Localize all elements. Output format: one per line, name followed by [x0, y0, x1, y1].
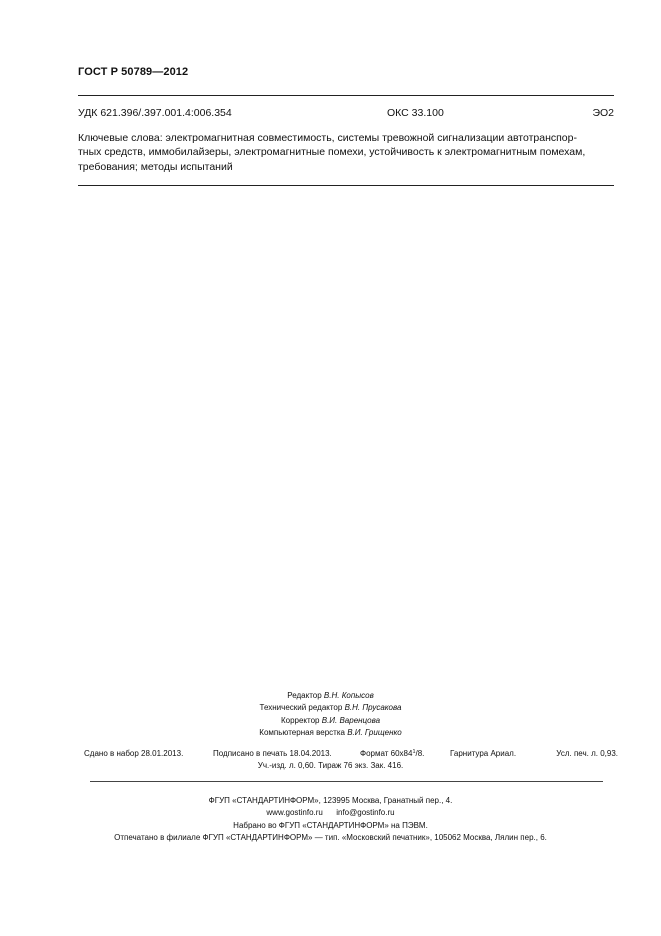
credit-corrector	[0, 715, 661, 727]
credit-editor	[0, 690, 661, 702]
print-format: Формат $60х84^1/8$.	[360, 749, 425, 758]
group-code: ЭО2	[592, 107, 614, 119]
printed-note: Отпечатано в филиале ФГУП «СТАНДАРТИНФОРМ» — тип. «Московский печатник», 105062 Москва, Лялин пер., 6.	[114, 832, 547, 842]
keywords-divider	[78, 185, 614, 186]
signed-date: Подписано в печать 18.04.2013.	[213, 749, 332, 758]
credit-layout	[0, 727, 661, 739]
format-sub: /8	[415, 749, 423, 758]
credit-role: Технический редактор	[259, 703, 343, 713]
keywords-line: Ключевые слова: электромагнитная совместимость, системы тревожной сигнализации автотранспор-	[78, 132, 577, 144]
credit-role: Корректор	[280, 715, 320, 725]
publication-details	[78, 749, 618, 761]
credit-name: В.Н. Прусакова	[344, 703, 402, 713]
typeface: Гарнитура Ариал.	[450, 749, 517, 758]
publisher-website: www.gostinfo.ru	[266, 808, 323, 818]
keywords-line: тных средств, иммобилайзеры, электромагнитные помехи, устойчивость к электромагнитным помехам,	[78, 146, 586, 159]
top-divider	[78, 95, 614, 96]
standard-code: ГОСТ Р 50789—2012	[78, 66, 189, 78]
oks-code: ОКС 33.100	[387, 107, 444, 119]
credit-name: В.И. Грищенко	[347, 727, 402, 737]
classification-row	[78, 107, 614, 121]
submitted-date: Сдано в набор 28.01.2013.	[84, 749, 184, 758]
format-sup: 1	[412, 749, 416, 755]
credit-tech-editor	[0, 702, 661, 714]
publication-details-2: Уч.-изд. л. 0,60. Тираж 76 экз. Зак. 416.	[257, 761, 404, 770]
credit-name: В.И. Варенцова	[321, 715, 381, 725]
keywords-line: требования; методы испытаний	[78, 160, 233, 173]
format-label: Формат 60х84	[360, 749, 413, 758]
publisher-address: ФГУП «СТАНДАРТИНФОРМ», 123995 Москва, Гранатный пер., 4.	[208, 796, 453, 805]
udk-code: УДК 621.396/.397.001.4:006.354	[78, 107, 232, 119]
print-sheets: Усл. печ. л. 0,93.	[556, 749, 618, 758]
credit-name: В.Н. Копысов	[323, 691, 374, 700]
credits-block	[0, 690, 661, 739]
credit-role: Компьютерная верстка	[259, 727, 345, 737]
publisher-divider	[90, 781, 603, 782]
credit-role: Редактор	[287, 691, 322, 700]
publisher-block	[0, 795, 661, 844]
publisher-contacts	[0, 807, 661, 819]
keywords-block	[78, 131, 616, 174]
typeset-note: Набрано во ФГУП «СТАНДАРТИНФОРМ» на ПЭВМ.	[233, 820, 428, 830]
publisher-email: info@gostinfo.ru	[336, 808, 395, 818]
